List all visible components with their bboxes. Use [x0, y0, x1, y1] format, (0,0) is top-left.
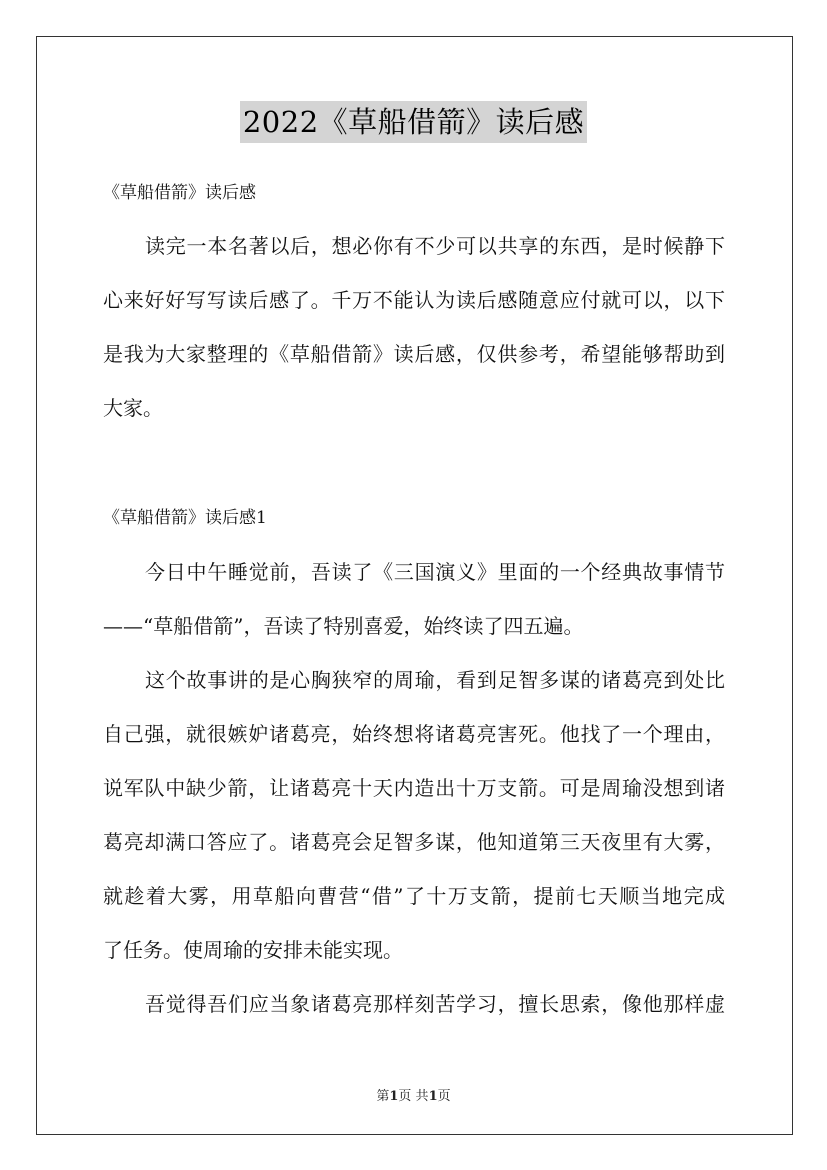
footer-page-middle: 页 共: [398, 1089, 429, 1104]
paragraph-line: 葛亮却满口答应了。诸葛亮会足智多谋，他知道第三天夜里有大雾，: [103, 830, 725, 854]
paragraph-line: ——“草船借箭”，吾读了特别喜爱，始终读了四五遍。: [103, 614, 584, 638]
title-container: [0, 101, 827, 143]
footer-page-prefix: 第: [376, 1089, 390, 1104]
paragraph-line: 大家。: [103, 396, 163, 420]
page-footer: [0, 1085, 827, 1104]
footer-total-pages: 1: [428, 1089, 438, 1104]
paragraph-line: 自己强，就很嫉妒诸葛亮，始终想将诸葛亮害死。他找了一个理由，: [103, 722, 725, 746]
paragraph-line: 说军队中缺少箭，让诸葛亮十天内造出十万支箭。可是周瑜没想到诸: [103, 776, 725, 800]
paragraph-line: 就趁着大雾，用草船向曹营“借”了十万支箭，提前七天顺当地完成: [103, 884, 725, 908]
paragraph-line: 心来好好写写读后感了。千万不能认为读后感随意应付就可以，以下: [103, 288, 725, 312]
paragraph-line: 吾觉得吾们应当象诸葛亮那样刻苦学习，擅长思索，像他那样虚: [145, 992, 725, 1016]
document-title: 2022《草船借箭》读后感: [240, 101, 587, 143]
section-title: 《草船借箭》读后感1: [103, 508, 267, 528]
paragraph-2: [103, 653, 725, 977]
paragraph-1: [103, 545, 725, 653]
paragraph-line: 是我为大家整理的《草船借箭》读后感，仅供参考，希望能够帮助到: [103, 342, 725, 366]
paragraph-line: 这个故事讲的是心胸狭窄的周瑜，看到足智多谋的诸葛亮到处比: [145, 668, 725, 692]
paragraph-line: 了任务。使周瑜的安排未能实现。: [103, 938, 403, 962]
intro-paragraph: [103, 219, 725, 435]
footer-page-number: 1: [389, 1089, 399, 1104]
paragraph-line: 读完一本名著以后，想必你有不少可以共享的东西，是时候静下: [145, 234, 725, 258]
subtitle: 《草船借箭》读后感: [103, 183, 256, 203]
paragraph-3: [103, 977, 725, 1031]
paragraph-line: 今日中午睡觉前，吾读了《三国演义》里面的一个经典故事情节: [145, 560, 725, 584]
footer-page-suffix: 页: [437, 1089, 451, 1104]
